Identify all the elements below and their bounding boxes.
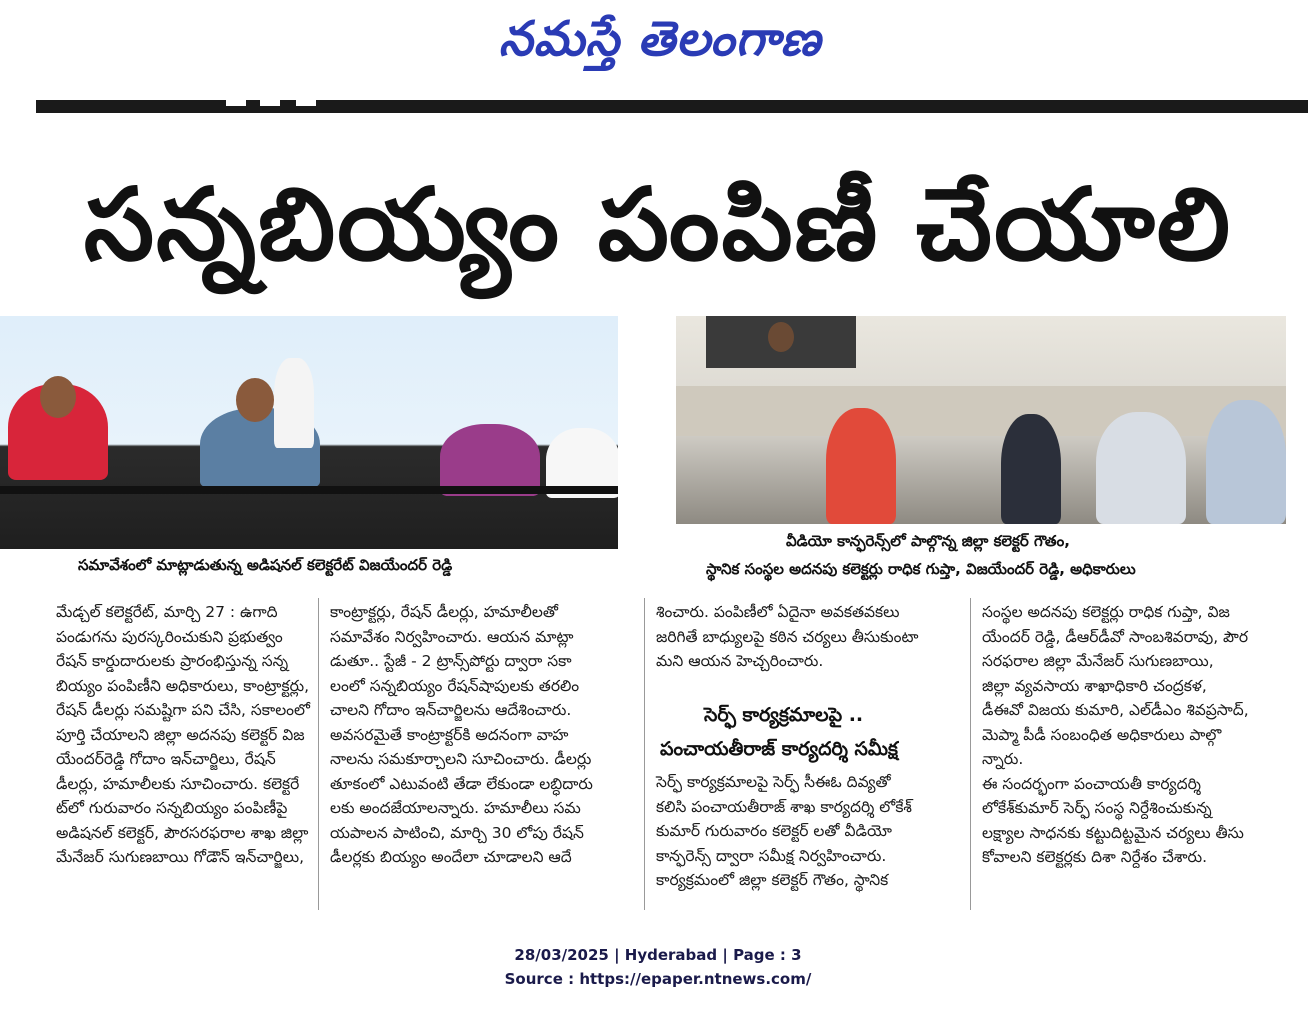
text-line: పండుగను పురస్కరించుకుని ప్రభుత్వం <box>56 627 283 646</box>
subheading-1: సెర్ఫ్ కార్యక్రమాలపై .. <box>704 704 864 726</box>
masthead-rule <box>36 100 1308 113</box>
text-line: కాన్ఫరెన్స్ ద్వారా సమీక్ష నిర్వహించారు. <box>656 846 887 865</box>
text-line: బియ్యం పంపిణీని అధికారులు, కాంట్రాక్టర్లు, <box>56 676 310 695</box>
footer-date-line: 28/03/2025 | Hyderabad | Page : 3 <box>514 946 802 964</box>
text-line: జరిగితే బాధ్యులపై కఠిన చర్యలు తీసుకుంటా <box>656 627 919 646</box>
person-figure <box>1096 412 1186 524</box>
text-line: డీలర్లు, హమాలీలకు సూచించారు. కలెక్టరే <box>56 774 300 793</box>
conference-table <box>676 386 1286 436</box>
photo-caption-left: సమావేశంలో మాట్లాడుతున్న అడిషనల్ కలెక్టరేట్ విజయేందర్ రెడ్డి <box>78 556 453 574</box>
text-line: మేడ్చల్ కలెక్టరేట్, మార్చి 27 : ఉగాది <box>56 603 278 621</box>
text-line: డుతూ.. స్టేజీ - 2 ట్రాన్స్‌పోర్టు ద్వారా సకా <box>330 652 572 670</box>
text-line: రేషన్ కార్డుదారులకు ప్రారంభిస్తున్న సన్న <box>56 652 289 670</box>
text-line: రేషన్ డీలర్లు సమష్టిగా పని చేసి, సకాలంలో <box>56 701 310 719</box>
text-line: కార్యక్రమంలో జిల్లా కలెక్టర్ గౌతం, స్థానిక <box>656 871 889 889</box>
footer-source-line: Source : https://epaper.ntnews.com/ <box>504 970 812 988</box>
text-line: సరఫరాల జిల్లా మేనేజర్ సుగుణబాయి, <box>982 652 1214 670</box>
text-line: లకు అందజేయాలన్నారు. హమాలీలు సమ <box>330 799 581 817</box>
person-figure <box>1206 400 1286 524</box>
subheading-2: పంచాయతీరాజ్ కార్యదర్శి సమీక్ష <box>660 738 898 760</box>
text-line: జిల్లా వ్యవసాయ శాఖాధికారి చంద్రకళ, <box>982 676 1207 695</box>
person-head <box>40 376 76 418</box>
text-line: సమావేశం నిర్వహించారు. ఆయన మాట్లా <box>330 627 574 646</box>
text-line: శించారు. పంపిణీలో ఏదైనా అవకతవకలు <box>656 603 900 621</box>
article-column-1 <box>56 600 312 870</box>
person-figure <box>826 408 896 524</box>
newspaper-logo: నమస్తే తెలంగాణ <box>498 11 822 67</box>
text-line: డీఈవో విజయ కుమారి, ఎల్‌డీఎం శివప్రసాద్, <box>982 701 1249 719</box>
text-line: మేనేజర్ సుగుణబాయి గోడౌన్ ఇన్‌చార్జిలు, <box>56 848 304 866</box>
column-divider <box>318 598 319 910</box>
text-line: అడిషనల్ కలెక్టర్, పౌరసరఫరాల శాఖ జిల్లా <box>56 823 309 842</box>
person-head <box>768 322 794 352</box>
text-line: యేందర్‌రెడ్డి గోదాం ఇన్‌చార్జిలు, రేషన్ <box>56 750 276 768</box>
text-line: లంలో సన్నబియ్యం రేషన్‌షాపులకు తరలిం <box>330 676 580 695</box>
text-line: న్నారు. <box>982 750 1024 768</box>
text-line: చాలని గోదాం ఇన్‌చార్జిలను ఆదేశించారు. <box>330 701 572 719</box>
article-headline: సన్నబియ్యం పంపిణీ చేయాలి <box>83 166 1233 283</box>
rule-notch <box>296 100 316 106</box>
person-figure <box>274 358 314 448</box>
text-line: తూకంలో ఎటువంటి తేడా లేకుండా లబ్ధిదారు <box>330 774 593 793</box>
text-line: మెప్మా పీడీ సంబంధిత అధికారులు పాల్గొ <box>982 725 1222 744</box>
text-line: ట్‌లో గురువారం సన్నబియ్యం పంపిణీపై <box>56 799 288 817</box>
table-edge <box>0 486 618 494</box>
text-line: యేందర్ రెడ్డి, డీఆర్‌డీవో సాంబశివరావు, పౌర <box>982 627 1249 646</box>
text-line: సెర్ఫ్ కార్యక్రమాలపై సెర్ఫ్ సీఈఓ దివ్యతో <box>656 773 891 791</box>
meeting-photo <box>0 316 618 549</box>
text-line: లక్ష్యాల సాధనకు కట్టుదిట్టమైన చర్యలు తీసు <box>982 823 1244 842</box>
text-line: డీలర్లకు బియ్యం అందేలా చూడాలని ఆదే <box>330 848 572 866</box>
person-head <box>236 378 274 422</box>
photo-caption-right-line1: వీడియో కాన్ఫరెన్స్‌లో పాల్గొన్న జిల్లా కలెక్టర్ గౌతం, <box>786 532 1070 550</box>
text-line: కాంట్రాక్టర్లు, రేషన్ డీలర్లు, హమాలీలతో <box>330 603 558 621</box>
rule-notch <box>226 100 246 106</box>
text-line: కోవాలని కలెక్టర్లకు దిశా నిర్దేశం చేశారు. <box>982 848 1208 866</box>
video-conference-photo <box>676 316 1286 524</box>
text-line: పూర్తి చేయాలని జిల్లా అదనపు కలెక్టర్ విజ <box>56 725 305 744</box>
text-line: నాలను సమకూర్చాలని సూచించారు. డీలర్లు <box>330 750 592 768</box>
article-column-2 <box>330 600 636 870</box>
text-line: ఈ సందర్భంగా పంచాయతీ కార్యదర్శి <box>982 774 1201 793</box>
person-figure <box>1001 414 1061 524</box>
article-column-4 <box>982 600 1282 870</box>
column-divider <box>970 598 971 910</box>
text-line: కలిసి పంచాయతీరాజ్ శాఖ కార్యదర్శి లోకేశ్ <box>656 797 912 816</box>
text-line: సంస్థల అదనపు కలెక్టర్లు రాధిక గుప్తా, విజ <box>982 603 1230 621</box>
masthead <box>0 0 1316 100</box>
article-column-3-top <box>656 600 962 674</box>
article-column-3-bottom <box>656 770 962 893</box>
text-line: కుమార్ గురువారం కలెక్టర్ లతో వీడియో <box>656 822 892 840</box>
photo-caption-right-line2: స్థానిక సంస్థల అదనపు కలెక్టర్లు రాధిక గుప్తా, విజయేందర్ రెడ్డి, అధికారులు <box>706 560 1136 578</box>
column-divider <box>644 598 645 910</box>
text-line: లోకేశ్‌కుమార్ సెర్ఫ్ సంస్థ నిర్దేశించుకున్న <box>982 799 1212 817</box>
text-line: అవసరమైతే కాంట్రాక్టర్‌కి అదనంగా వాహ <box>330 725 569 744</box>
text-line: యపాలన పాటించి, మార్చి 30 లోపు రేషన్ <box>330 823 584 842</box>
text-line: మని ఆయన హెచ్చరించారు. <box>656 652 824 670</box>
rule-notch <box>260 100 280 106</box>
